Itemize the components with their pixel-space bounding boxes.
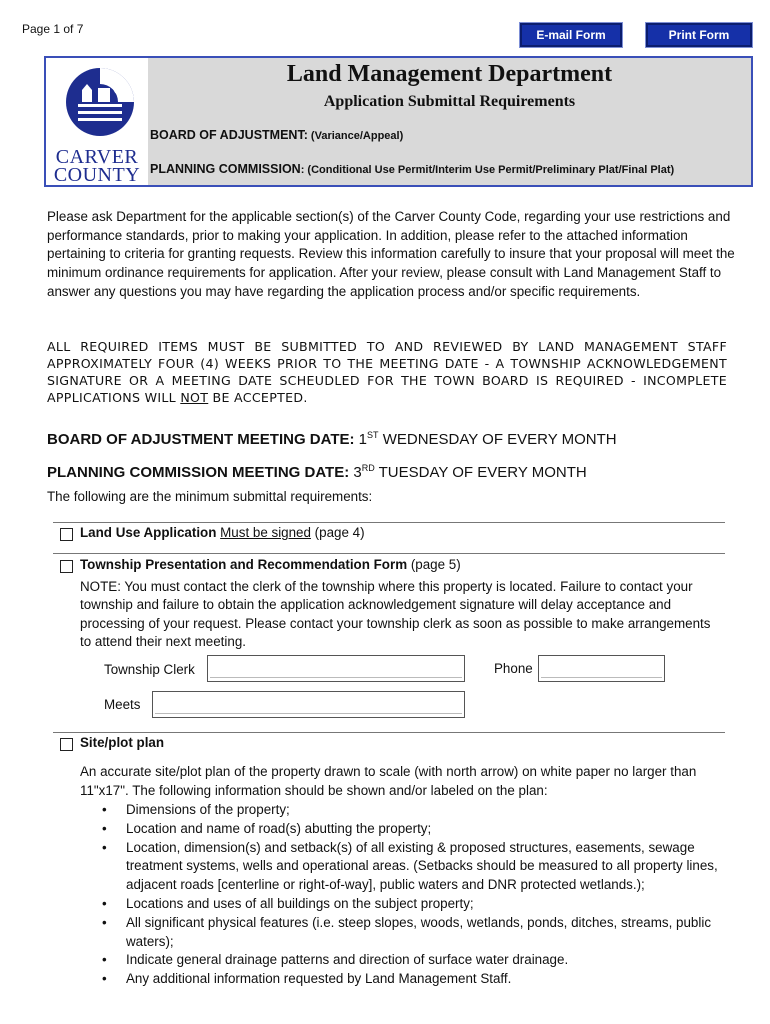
board-meeting-number: 1 [358, 431, 368, 448]
list-item-text: Locations and uses of all buildings on the subject property; [126, 895, 474, 911]
planning-detail: : (Conditional Use Permit/Interim Use Permit/Preliminary Plat/Final Plat) [300, 164, 675, 176]
logo-line-2: COUNTY [53, 164, 141, 186]
township-clerk-field[interactable] [207, 655, 465, 682]
land-use-page: (page 4) [310, 525, 365, 540]
land-use-item [80, 525, 365, 540]
land-use-checkbox[interactable] [60, 528, 73, 541]
print-form-button[interactable]: Print Form [646, 23, 752, 47]
township-form-item [80, 557, 461, 572]
min-requirements-intro: The following are the minimum submittal requirements: [47, 489, 373, 504]
township-form-label: Township Presentation and Recommendation Form [80, 557, 408, 572]
county-seal-icon [48, 60, 146, 146]
list-item: • Any additional information requested by Land Management Staff. [102, 971, 512, 987]
meets-field[interactable] [152, 691, 465, 718]
list-item: • Dimensions of the property; [102, 802, 290, 817]
list-item-text: Location and name of road(s) abutting the property; [126, 820, 432, 836]
list-item: • Location, dimension(s) and setback(s) of all existing & proposed structures, easements, sewage treatment systems, wells and operational areas. (Setbacks should be measured to all property lines, adjacent roads [centerline or right-of-way], public waters and DNR protected wetlands.); [102, 839, 718, 893]
list-item-text: Any additional information requested by Land Management Staff. [126, 971, 512, 987]
intro-paragraph: Please ask Department for the applicable section(s) of the Carver County Code, regarding your use restrictions and performance standards, prior to making your application. In addition, please refer to the attached information pertaining to criteria for granting requests. Review this information carefully to insure that your proposal will meet the minimum ordinance requirements for application. After your review, please consult with Land Management Staff to answer any questions you may have regarding the application process and/or specific requirements. [47, 209, 735, 299]
header-box [44, 56, 753, 187]
page-subtitle: Application Submittal Requirements [323, 93, 576, 110]
planning-meeting-label: PLANNING COMMISSION MEETING DATE: [47, 464, 354, 481]
page-number: Page 1 of 7 [22, 22, 84, 36]
board-meeting-label: BOARD OF ADJUSTMENT MEETING DATE: [47, 431, 359, 448]
site-plan-checkbox[interactable] [60, 738, 73, 751]
site-plan-label: Site/plot plan [80, 735, 165, 750]
list-item-text: Location, dimension(s) and setback(s) of all existing & proposed structures, easements, sewage treatment systems, wells and operational areas. (Setbacks should be measured to all property lines, adjacent roads [centerline or right-of-way], public waters and DNR protected wetlands.); [126, 839, 718, 893]
board-label: BOARD OF ADJUSTMENT: [150, 128, 308, 142]
list-item: • All significant physical features (i.e. steep slopes, woods, wetlands, ponds, ditches, streams, public waters); [102, 914, 712, 949]
planning-meeting-date [47, 463, 587, 481]
divider [53, 553, 725, 554]
township-clerk-label: Township Clerk [104, 662, 195, 677]
phone-field[interactable] [538, 655, 665, 682]
board-of-adjustment-line [150, 128, 403, 142]
planning-meeting-ordinal: RD [361, 463, 375, 473]
logo-line-1: CARVER [55, 146, 139, 168]
township-form-checkbox[interactable] [60, 560, 73, 573]
board-detail: (Variance/Appeal) [307, 130, 404, 142]
land-use-label: Land Use Application [80, 525, 217, 540]
planning-label: PLANNING COMMISSION [150, 162, 301, 176]
warning-part-1: ALL REQUIRED ITEMS MUST BE SUBMITTED TO AND REVIEWED BY LAND MANAGEMENT STAFF APPROXIMATELY FOUR (4) WEEKS PRIOR TO THE MEETING DATE - A TOWNSHIP ACKNOWLEDGEMENT SIGNATURE OR A MEETING DATE SCHEUDLED FOR THE TOWN BOARD IS REQUIRED - INCOMPLETE APPLICATIONS WILL [47, 339, 727, 405]
email-form-button[interactable]: E-mail Form [520, 23, 622, 47]
township-form-page: (page 5) [407, 557, 461, 572]
site-plan-description: An accurate site/plot plan of the property drawn to scale (with north arrow) on white paper no larger than 11"x17". The following information should be shown and/or labeled on the plan: [80, 764, 697, 798]
warning-part-2: BE ACCEPTED. [208, 390, 308, 405]
meets-label: Meets [104, 697, 141, 712]
list-item-text: Dimensions of the property; [126, 802, 290, 817]
carver-county-logo [48, 60, 146, 185]
list-item: • Indicate general drainage patterns and direction of surface water drainage. [102, 952, 569, 968]
list-item-text: Indicate general drainage patterns and direction of surface water drainage. [126, 952, 569, 968]
board-meeting-date [47, 430, 617, 448]
warning-emphasis: NOT [180, 390, 209, 405]
divider [53, 732, 725, 733]
planning-commission-line [150, 162, 674, 176]
site-plan-requirements-list [100, 801, 720, 989]
site-plan-item [80, 735, 164, 750]
planning-meeting-number: 3 [353, 464, 362, 481]
township-note: NOTE: You must contact the clerk of the township where this property is located. Failure to contact your township and failure to obtain the application acknowledgement signature will delay acceptance and processing of your request. Please contact your township clerk as soon as possible to make arrangements to attend their next meeting. [80, 579, 711, 650]
list-item-text: All significant physical features (i.e. steep slopes, woods, wetlands, ponds, ditches, streams, public waters); [126, 914, 712, 949]
board-meeting-ordinal: ST [367, 430, 379, 440]
list-item: • Locations and uses of all buildings on the subject property; [102, 895, 474, 911]
land-use-signed-note: Must be signed [220, 525, 311, 540]
submission-warning [47, 338, 727, 406]
board-meeting-day: WEDNESDAY OF EVERY MONTH [378, 431, 617, 448]
divider [53, 522, 725, 523]
list-item: • Location and name of road(s) abutting the property; [102, 820, 432, 836]
phone-label: Phone [494, 661, 533, 676]
planning-meeting-day: TUESDAY OF EVERY MONTH [374, 464, 587, 481]
page-title: Land Management Department [286, 61, 613, 87]
